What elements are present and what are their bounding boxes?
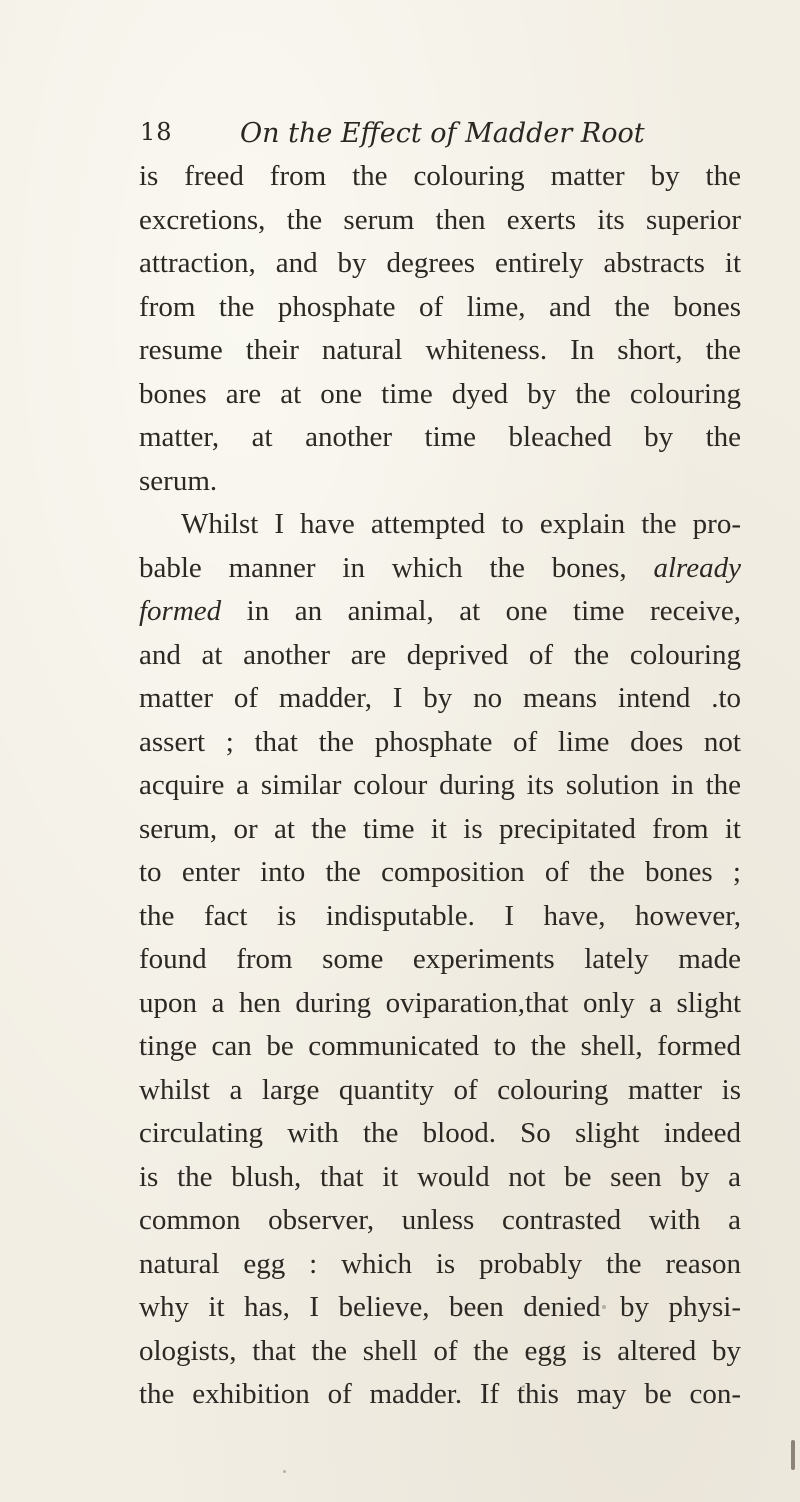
- italic-text: formed: [139, 595, 222, 627]
- text-line: natural egg : which is probably the reason: [139, 1247, 741, 1280]
- text-line: why it has, I believe, been denied by physi-: [139, 1291, 741, 1323]
- page-number: 18: [140, 118, 173, 146]
- text-line: from the phosphate of lime, and the bones: [139, 290, 741, 323]
- paragraph-end-line: serum.: [139, 464, 218, 497]
- paper-speck: [522, 1385, 525, 1388]
- running-title: On the Effect of Madder Root: [240, 118, 645, 149]
- text-line: is freed from the colouring matter by the: [139, 160, 741, 192]
- text-line: the fact is indisputable. I have, however,: [139, 899, 741, 932]
- text-line: attraction, and by degrees entirely abstracts it: [139, 247, 741, 279]
- text-line: assert ; that the phosphate of lime does not: [139, 725, 741, 758]
- text-line: serum, or at the time it is precipitated from it: [139, 812, 741, 845]
- text-line: tinge can be communicated to the shell, formed: [139, 1030, 741, 1062]
- paper-speck: [283, 1470, 286, 1473]
- text-line: common observer, unless contrasted with a: [139, 1204, 741, 1236]
- text-line: matter of madder, I by no means intend .to: [139, 682, 741, 714]
- text-line: bones are at one time dyed by the colouring: [139, 377, 741, 410]
- text-line: matter, at another time bleached by the: [139, 421, 741, 453]
- text-segment: bable manner in which the bones,: [139, 551, 654, 584]
- text-line: found from some experiments lately made: [139, 943, 741, 975]
- paragraph-start-line: Whilst I have attempted to explain the pro-: [181, 508, 741, 540]
- text-line: the exhibition of madder. If this may be con-: [139, 1378, 741, 1410]
- paper-speck: [602, 1305, 606, 1309]
- text-line: whilst a large quantity of colouring matter is: [139, 1073, 741, 1106]
- text-segment: in an animal, at one time receive,: [221, 595, 741, 627]
- body-text: [139, 155, 741, 1417]
- text-line: circulating with the blood. So slight indeed: [139, 1117, 741, 1149]
- text-line: is the blush, that it would not be seen by a: [139, 1160, 741, 1193]
- text-line-with-italic: [139, 547, 741, 591]
- text-line: to enter into the composition of the bones ;: [139, 856, 741, 888]
- text-line: and at another are deprived of the colouring: [139, 638, 741, 671]
- text-line: resume their natural whiteness. In short, the: [139, 334, 741, 366]
- text-line: acquire a similar colour during its solution in the: [139, 769, 741, 801]
- italic-text: already: [653, 551, 741, 584]
- paper-speck: [791, 1440, 795, 1470]
- text-line: ologists, that the shell of the egg is altered by: [139, 1334, 741, 1367]
- text-line: upon a hen during oviparation,that only a slight: [139, 986, 741, 1019]
- text-line: excretions, the serum then exerts its superior: [139, 203, 741, 236]
- text-line-with-italic: [139, 590, 741, 634]
- page-header: [95, 118, 735, 152]
